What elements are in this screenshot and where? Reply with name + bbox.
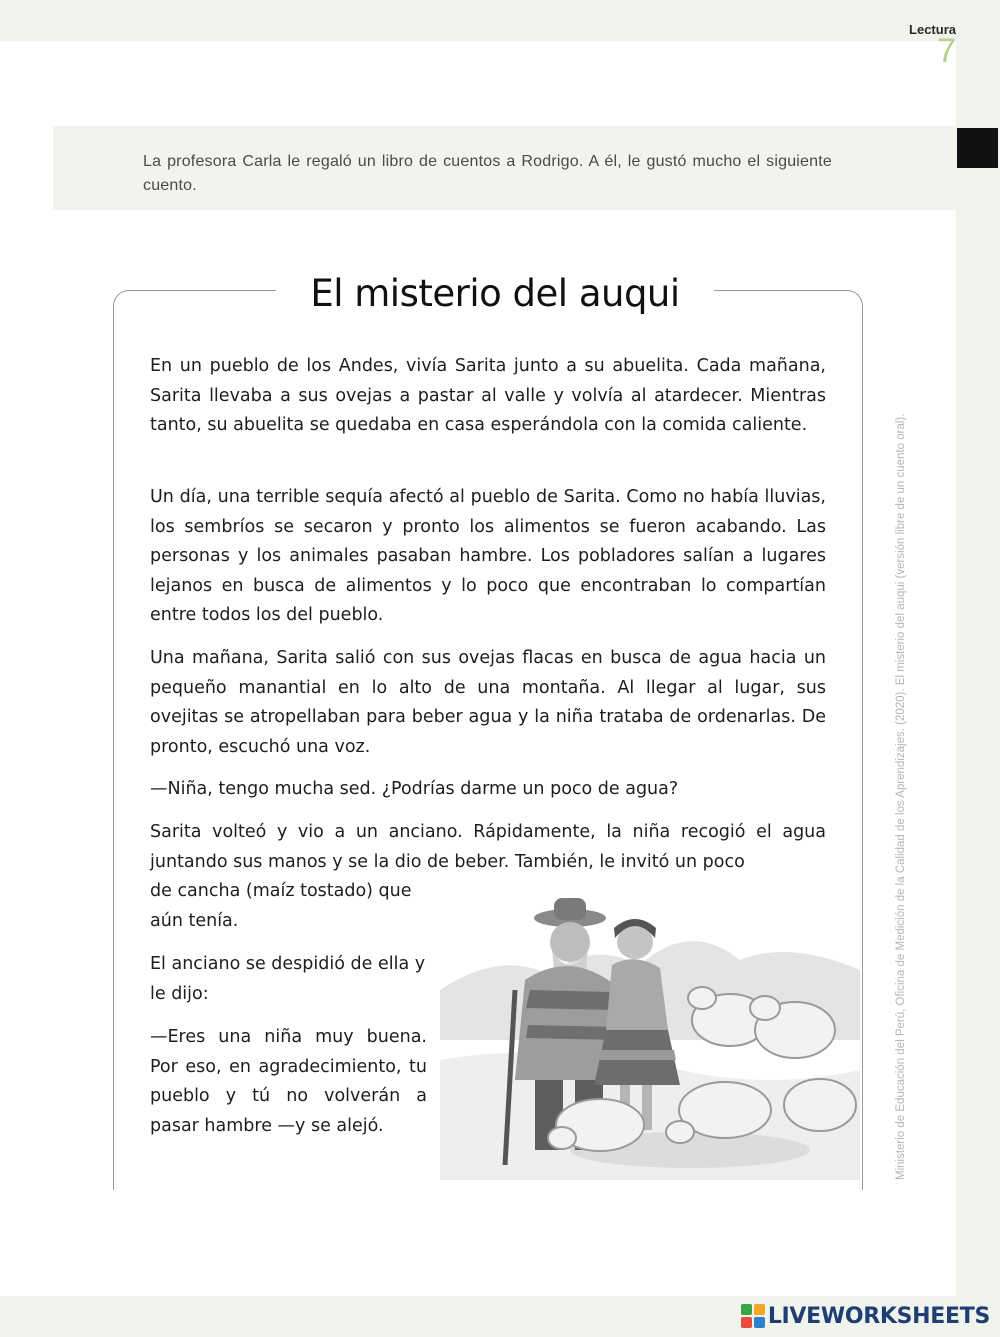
illustration-elder-girl-sheep bbox=[440, 880, 860, 1180]
liveworksheets-logo-text: LIVEWORKSHEETS bbox=[767, 1303, 990, 1329]
story-paragraph-3: Una mañana, Sarita salió con sus ovejas flacas en busca de agua hacia un pequeño manantial en lo alto de una montaña. Al llegar al lugar, sus ovejitas se atropellaban para beber agua y la niña trataba de ordenarlas. De pronto, escuchó una voz. bbox=[150, 648, 826, 757]
intro-text: La profesora Carla le regaló un libro de cuentos a Rodrigo. A él, le gustó mucho el siguiente cuento. bbox=[143, 153, 832, 194]
story-title: El misterio del auqui bbox=[310, 272, 680, 315]
section-label: Lectura bbox=[909, 22, 956, 37]
story-paragraph-1: En un pueblo de los Andes, vivía Sarita junto a su abuelita. Cada mañana, Sarita llevaba a sus ovejas a pastar al valle y volvía al atardecer. Mientras tanto, su abuelita se quedaba en casa esperándola con la comida caliente. bbox=[150, 356, 826, 435]
story-paragraph-5-cont: de cancha (maíz tostado) que aún tenía. bbox=[150, 881, 412, 931]
right-margin-band bbox=[956, 0, 1000, 1337]
story-paragraph-4: —Niña, tengo mucha sed. ¿Podrías darme un poco de agua? bbox=[150, 779, 679, 799]
section-tab-marker bbox=[957, 128, 998, 168]
source-credit: Ministerio de Educación del Perú, Oficina de Medición de la Calidad de los Aprendizajes. (2020). El misterio del auqui (versión libre de un cuento oral). bbox=[895, 413, 907, 1180]
story-paragraph-5: Sarita volteó y vio a un anciano. Rápidamente, la niña recogió el agua juntando sus manos y se la dio de beber. También, le invitó un poco bbox=[150, 822, 826, 872]
story-paragraph-6: El anciano se despidió de ella y le dijo: bbox=[150, 954, 426, 1004]
top-band bbox=[0, 0, 956, 41]
section-number: 7 bbox=[937, 32, 956, 70]
story-paragraph-7: —Eres una niña muy buena. Por eso, en agradecimiento, tu pueblo y tú no volverán a pasar hambre —y se alejó. bbox=[150, 1027, 427, 1136]
liveworksheets-logo-icon bbox=[741, 1304, 765, 1328]
story-paragraph-2: Un día, una terrible sequía afectó al pueblo de Sarita. Como no había lluvias, los sembríos se secaron y pronto los alimentos se fueron acabando. Las personas y los animales pasaban hambre. Los pobladores salían a lugares lejanos en busca de alimentos y lo poco que encontraban lo compartían entre todos los del pueblo. bbox=[150, 487, 826, 625]
liveworksheets-logo[interactable] bbox=[741, 1303, 990, 1329]
